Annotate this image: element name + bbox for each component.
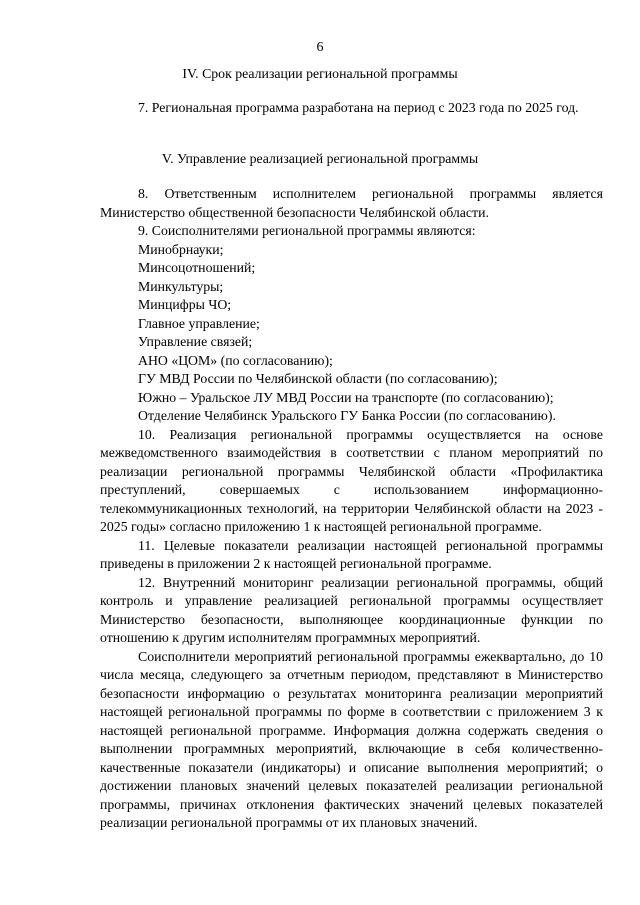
section-4-heading: IV. Срок реализации региональной программы [182, 66, 458, 81]
paragraph-11: 11. Целевые показатели реализации настоящей региональной программы приведены в приложении 2 к настоящей региональной программе. [100, 537, 603, 571]
section-4-body [100, 99, 603, 118]
paragraph-9: 9. Соисполнителями региональной программы являются: [138, 223, 476, 238]
co-executor-item: Минцифры ЧО; [138, 297, 232, 312]
paragraph-7: 7. Региональная программа разработана на период с 2023 года по 2025 год. [138, 100, 579, 115]
co-executor-item: Минкультуры; [138, 278, 224, 294]
page-number: 6 [316, 40, 324, 55]
co-executor-item: АНО «ЦОМ» (по согласованию); [138, 352, 333, 368]
co-executor-item: Главное управление; [138, 315, 260, 331]
paragraph-8: 8. Ответственным исполнителем региональной программы является Министерство общественной безопасности Челябинской области. [100, 186, 603, 220]
paragraph-10: 10. Реализация региональной программы осуществляется на основе межведомственного взаимодействия в соответствии с планом мероприятий по реализации региональной программы Челябинской области «Профилактика преступлений, совершаемых с использованием информационно-телекоммуникационных технологий, на территории Челябинской области на 2023 - 2025 годы» согласно приложению 1 к настоящей региональной программе. [100, 426, 603, 534]
co-executor-item: Южно – Уральское ЛУ МВД России на транспорте (по согласованию); [138, 389, 554, 405]
paragraph-13: Соисполнители мероприятий региональной программы ежеквартально, до 10 числа месяца, следующего за отчетным периодом, представляют в Министерство безопасности информацию о результатах мониторинга реализации мероприятий настоящей региональной программы по форме в соответствии с приложением 3 к настоящей региональной программе. Информация должна содержать сведения о выполнении программных мероприятий, включающие в себя количественно-качественные показатели (индикаторы) и описание выполнения мероприятий; о достижении плановых значений целевых показателей реализации региональной программы, причинах отклонения фактических значений целевых показателей реализации региональной программы от их плановых значений. [100, 648, 603, 830]
co-executor-item: Отделение Челябинск Уральского ГУ Банка России (по согласованию). [138, 408, 556, 423]
section-5-heading: V. Управление реализацией региональной программы [161, 151, 479, 166]
co-executor-item: ГУ МВД России по Челябинской области (по согласованию); [138, 371, 498, 386]
co-executor-item: Минсоцотношений; [138, 260, 256, 275]
co-executor-item: Минобрнауки; [138, 241, 224, 257]
co-executor-item: Управление связей; [138, 334, 253, 349]
paragraph-12: 12. Внутренний мониторинг реализации региональной программы, общий контроль и управление реализацией региональной программы осуществляет Министерство безопасности, выполняющее координационные функции по отношению к другим исполнителям программных мероприятий. [100, 574, 603, 645]
section-5-body [100, 185, 603, 833]
